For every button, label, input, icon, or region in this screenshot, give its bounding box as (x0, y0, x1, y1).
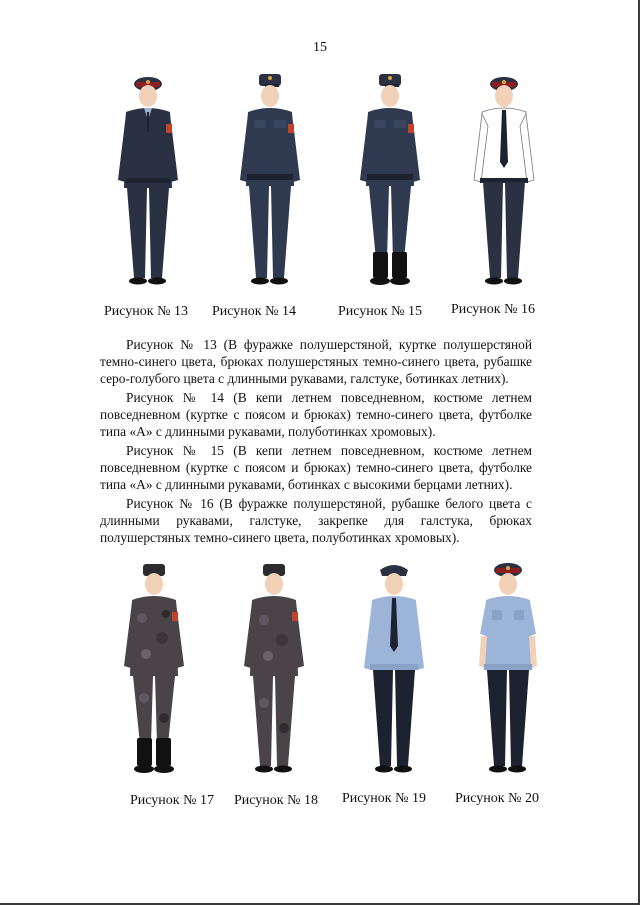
figure-16-image (466, 70, 542, 290)
page-number: 15 (313, 40, 327, 55)
figure-20-image (470, 558, 546, 778)
description-text (100, 336, 532, 548)
caption-figure-20: Рисунок № 20 (455, 791, 539, 806)
paragraph-figure-15: Рисунок № 15 (В кепи летнем повседневном, костюме летнем повседневном (куртке с поясом и брюках) темно-синего цвета, футболке типа «А» с длинными рукавами, ботинках с высокими берцами летних). (100, 443, 532, 492)
caption-figure-18: Рисунок № 18 (234, 793, 318, 808)
paragraph-figure-14: Рисунок № 14 (В кепи летнем повседневном, костюме летнем повседневном (куртке с поясом и брюках) темно-синего цвета, футболке типа «А» с длинными рукавами, полуботинках хромовых). (100, 390, 532, 439)
figure-19-image (356, 558, 432, 778)
paragraph-figure-16: Рисунок № 16 (В фуражке полушерстяной, рубашке белого цвета с длинными рукавами, галстуке, закрепке для галстука, брюках полушерстяных темно-синего цвета, полуботинках хромовых). (100, 496, 532, 545)
figure-15-image (352, 70, 428, 290)
figure-17-image (116, 558, 192, 778)
figure-14-image (232, 70, 308, 290)
caption-figure-19: Рисунок № 19 (342, 791, 426, 806)
caption-figure-16: Рисунок № 16 (451, 302, 535, 317)
figure-13-image (110, 70, 186, 290)
figure-18-image (236, 558, 312, 778)
paragraph-figure-13: Рисунок № 13 (В фуражке полушерстяной, куртке полушерстяной темно-синего цвета, брюках полушерстяных темно-синего цвета, рубашке серо-голубого цвета с длинными рукавами, галстуке, ботинках летних). (100, 337, 532, 386)
caption-figure-14: Рисунок № 14 (212, 304, 296, 319)
caption-figure-17: Рисунок № 17 (130, 793, 214, 808)
caption-figure-13: Рисунок № 13 (104, 304, 188, 319)
caption-figure-15: Рисунок № 15 (338, 304, 422, 319)
